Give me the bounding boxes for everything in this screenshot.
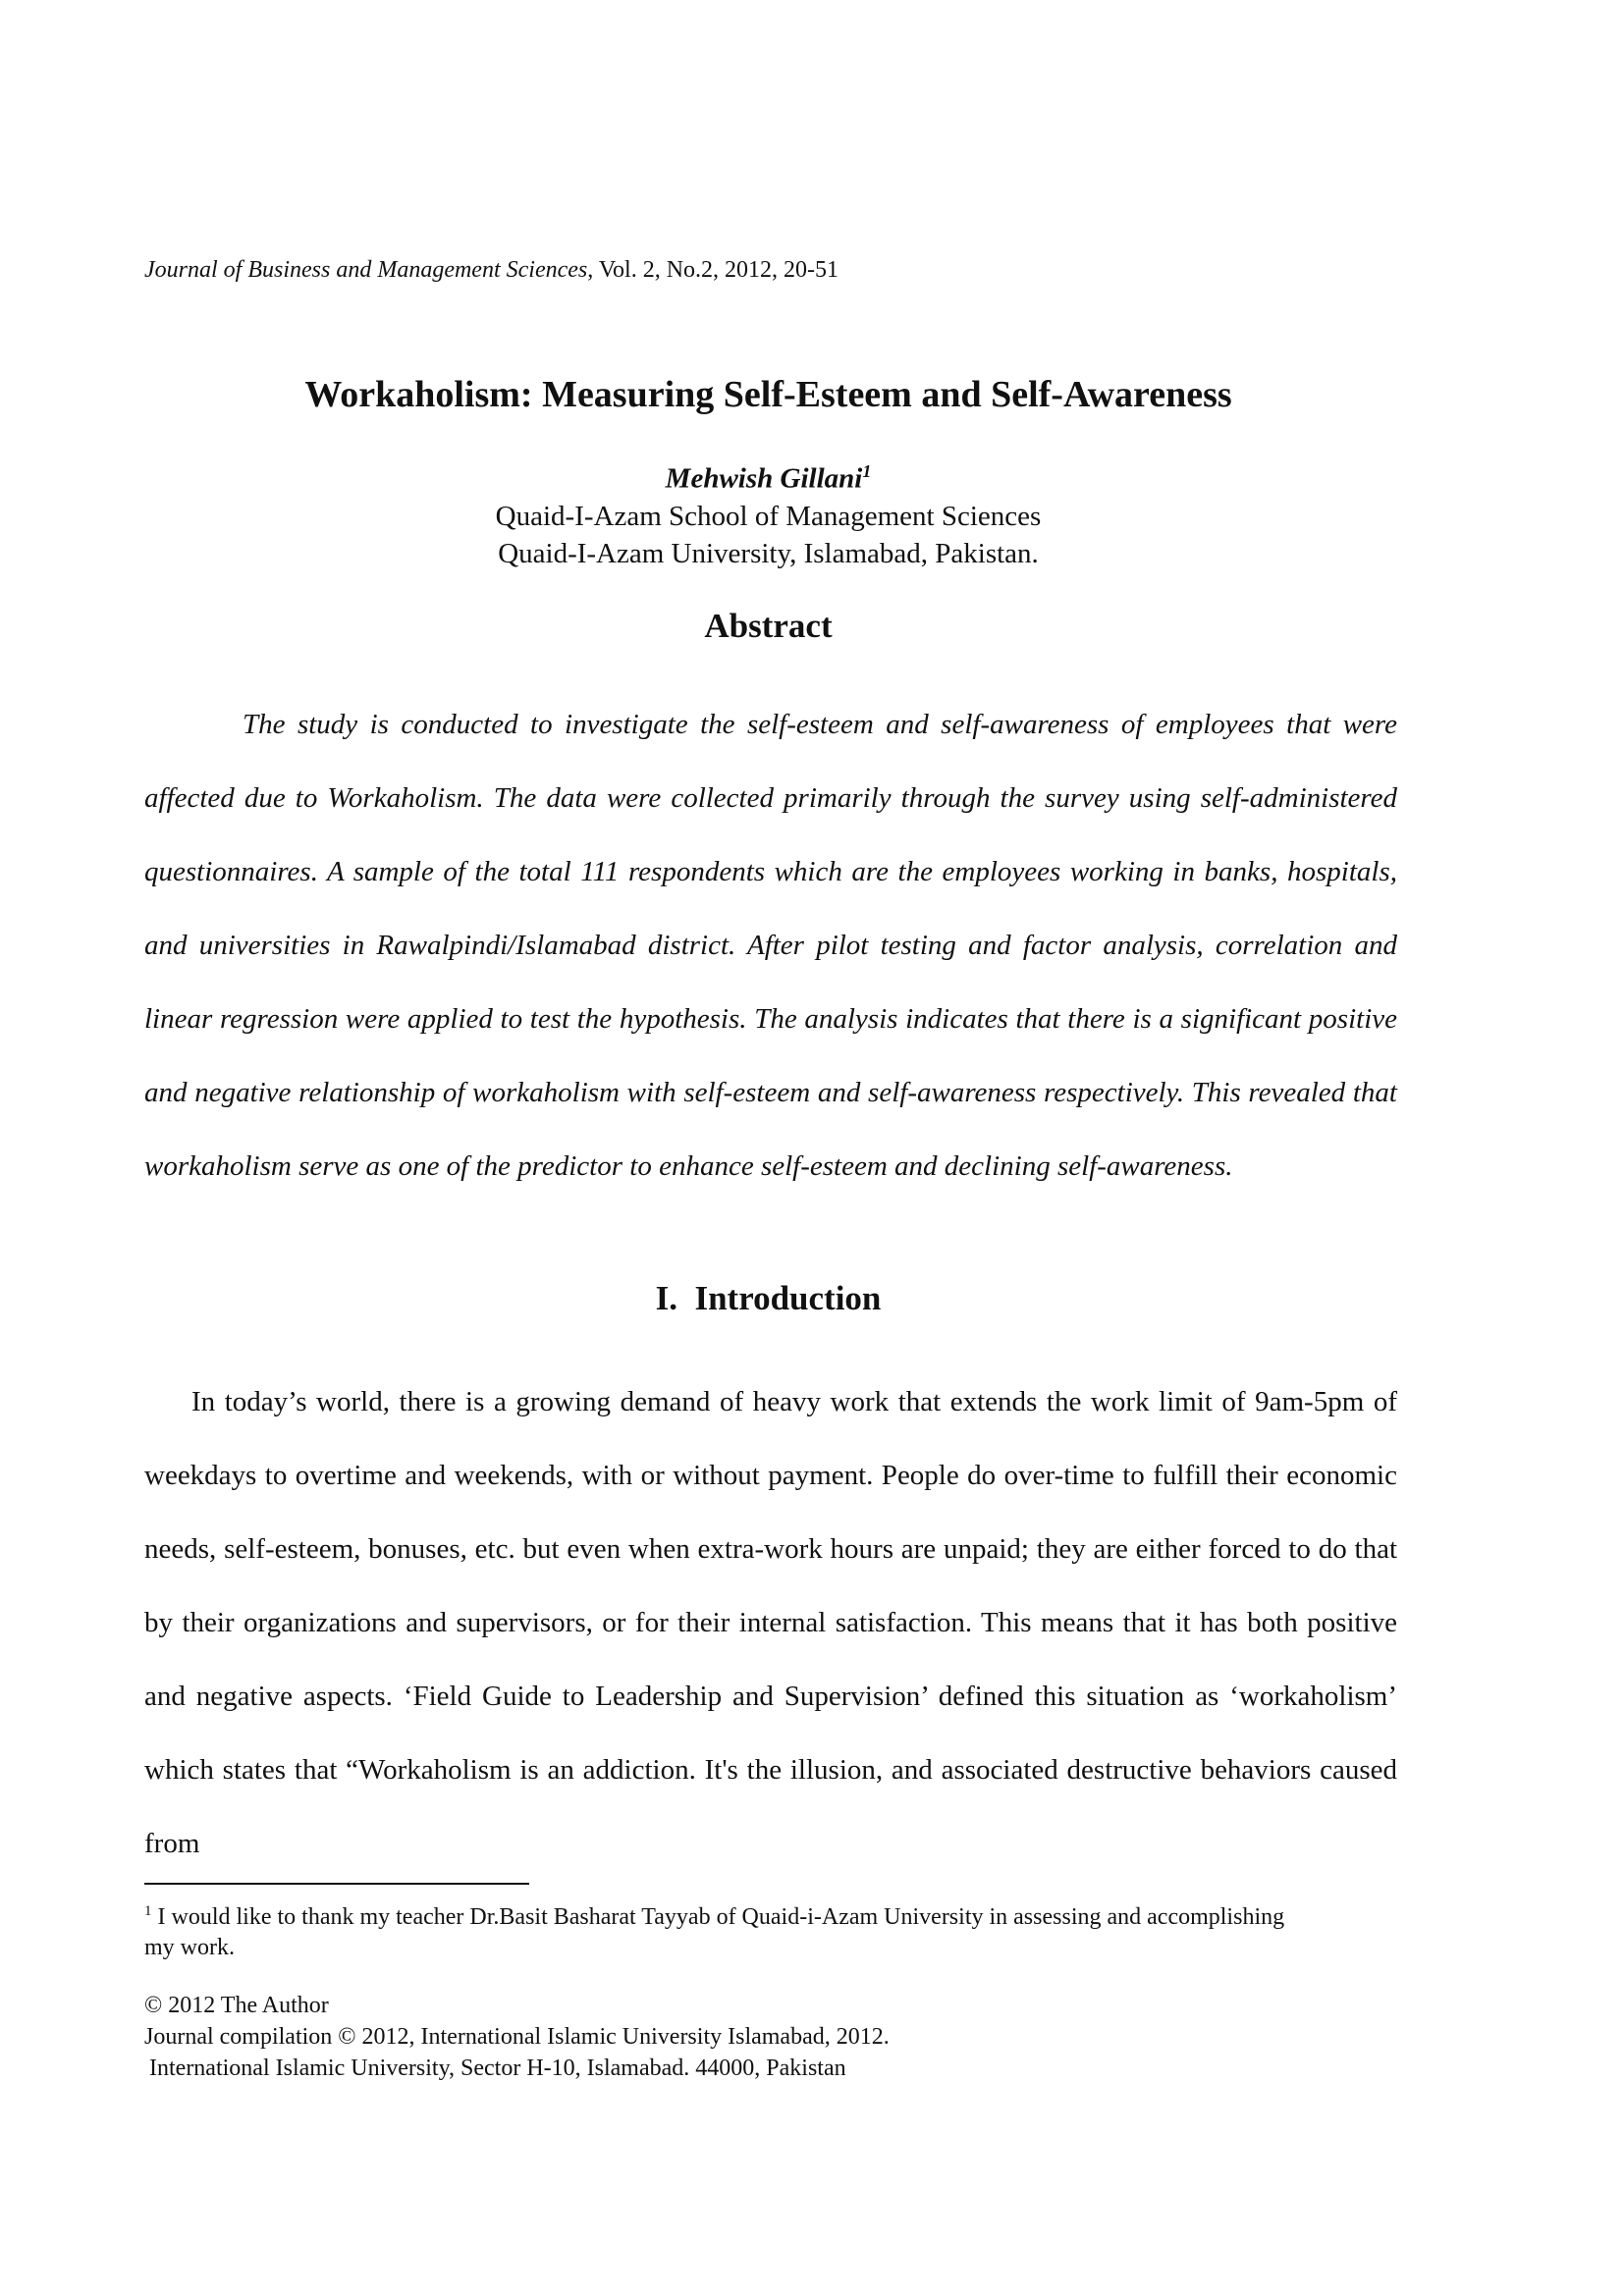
copyright-address: International Islamic University, Sector H-10, Islamabad. 44000, Pakistan — [149, 2056, 846, 2081]
footnote-divider — [144, 1883, 529, 1885]
author-line — [0, 461, 1537, 496]
abstract-heading: Abstract — [704, 607, 833, 645]
abstract-text: The study is conducted to investigate the self-esteem and self-awareness of employees that were affected due to Workaholism. The data were collected primarily through the survey using self-administered questionnaires. A sample of the total 111 respondents which are the employees working in banks, hospitals, and universities in Rawalpindi/Islamabad district. After pilot testing and factor analysis, correlation and linear regression were applied to test the hypothesis. The analysis indicates that there is a significant positive and negative relationship of workaholism with self-esteem and self-awareness respectively. This revealed that workaholism serve as one of the predictor to enhance self-esteem and declining self-awareness. — [144, 709, 1397, 1182]
author-affiliation-1: Quaid-I-Azam School of Management Sciences — [495, 501, 1042, 532]
footnote-mark: 1 — [144, 1903, 152, 1919]
footnote — [144, 1896, 1303, 1963]
journal-details: , Vol. 2, No.2, 2012, 20-51 — [587, 257, 839, 283]
journal-name: Journal of Business and Management Sciences — [144, 257, 588, 283]
paper-title: Workaholism: Measuring Self-Esteem and Self-Awareness — [304, 374, 1232, 415]
author-name: Mehwish Gillani — [665, 462, 863, 495]
footnote-text: I would like to thank my teacher Dr.Basit Basharat Tayyab of Quaid-i-Azam University in assessing and accomplishing my work. — [144, 1904, 1285, 1960]
author-affiliation-2: Quaid-I-Azam University, Islamabad, Pakistan. — [498, 538, 1039, 569]
copyright-author: © 2012 The Author — [144, 1993, 329, 2018]
copyright-journal: Journal compilation © 2012, International Islamic University Islamabad, 2012. — [144, 2024, 890, 2050]
author-footnote-mark: 1 — [862, 461, 872, 481]
journal-citation — [144, 257, 839, 284]
introduction-heading: I. Introduction — [655, 1279, 882, 1317]
introduction-text: In today’s world, there is a growing demand of heavy work that extends the work limit of 9am-5pm of weekdays to overtime and weekends, with or without payment. People do over-time to fulfill their economic needs, self-esteem, bonuses, etc. but even when extra-work hours are unpaid; they are either forced to do that by their organizations and supervisors, or for their internal satisfaction. This means that it has both positive and negative aspects. ‘Field Guide to Leadership and Supervision’ defined this situation as ‘workaholism’ which states that “Workaholism is an addiction. It's the illusion, and associated destructive behaviors caused from — [144, 1386, 1397, 1859]
